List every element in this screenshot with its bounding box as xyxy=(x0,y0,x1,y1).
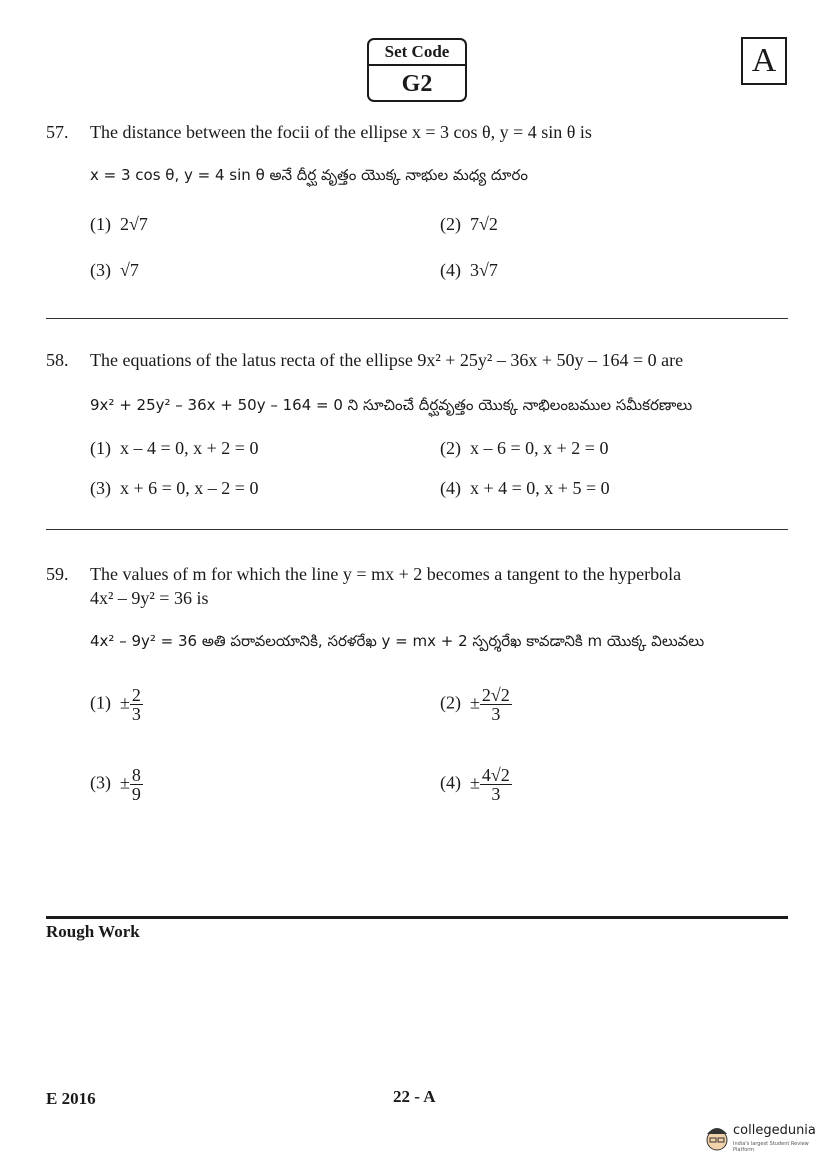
question-57-te: x = 3 cos θ, y = 4 sin θ అనే దీర్ఘ వృత్తం యొక్క నాభుల మధ్య దూరం xyxy=(90,166,528,184)
question-text-en: The equations of the latus recta of the ellipse 9x² + 25y² – 36x + 50y – 164 = 0 are xyxy=(90,350,684,370)
q59-option-3: (3) ± $\frac{8}{9}$ xyxy=(90,765,141,804)
question-number: 58. xyxy=(46,350,69,370)
rough-work-divider xyxy=(46,916,788,919)
question-number: 57. xyxy=(46,122,69,142)
set-code-value: G2 xyxy=(401,71,433,97)
rough-work-label: Rough Work xyxy=(46,922,140,941)
question-text-en: The distance between the focii of the ellipse x = 3 cos θ, y = 4 sin θ is xyxy=(90,122,592,142)
q58-option-2: (2) x – 6 = 0, x + 2 = 0 xyxy=(440,438,609,458)
q57-option-3: (3) √7 xyxy=(90,260,139,280)
q59-option-2: (2) ± $\frac{2√2}{3}$ xyxy=(440,685,510,724)
set-code-box xyxy=(367,38,467,102)
separator xyxy=(46,318,788,319)
q58-option-4: (4) x + 4 = 0, x + 5 = 0 xyxy=(440,478,610,498)
question-58-te: 9x² + 25y² – 36x + 50y – 164 = 0 ని సూచించే దీర్ఘవృత్తం యొక్క నాభిలంబముల సమీకరణాలు xyxy=(90,396,693,414)
q58-option-1: (1) x – 4 = 0, x + 2 = 0 xyxy=(90,438,259,458)
question-number: 59. xyxy=(46,564,69,584)
logo-name: collegedunia xyxy=(733,1123,816,1138)
set-code-label: Set Code xyxy=(369,40,465,66)
question-text-en-line1: The values of m for which the line y = mx + 2 becomes a tangent to the hyperbola xyxy=(90,564,682,584)
version-box: A xyxy=(741,37,787,85)
logo-tagline: India's largest Student Review Platform xyxy=(733,1141,809,1153)
separator xyxy=(46,529,788,530)
q58-option-3: (3) x + 6 = 0, x – 2 = 0 xyxy=(90,478,259,498)
exam-code: E 2016 xyxy=(46,1089,96,1108)
q57-option-4: (4) 3√7 xyxy=(440,260,498,280)
q59-option-1: (1) ± $\frac{2}{3}$ xyxy=(90,685,141,724)
q57-option-2: (2) 7√2 xyxy=(440,214,498,234)
page-number: 22 - A xyxy=(393,1087,436,1106)
q57-option-1: (1) 2√7 xyxy=(90,214,148,234)
question-text-en-line2: 4x² – 9y² = 36 is xyxy=(90,588,209,608)
question-59-te: 4x² – 9y² = 36 అతి పరావలయానికి, సరళరేఖ y = mx + 2 స్పర్శరేఖ కావడానికి m యొక్క విలువలు xyxy=(90,632,705,650)
q59-option-4: (4) ± $\frac{4√2}{3}$ xyxy=(440,765,510,804)
